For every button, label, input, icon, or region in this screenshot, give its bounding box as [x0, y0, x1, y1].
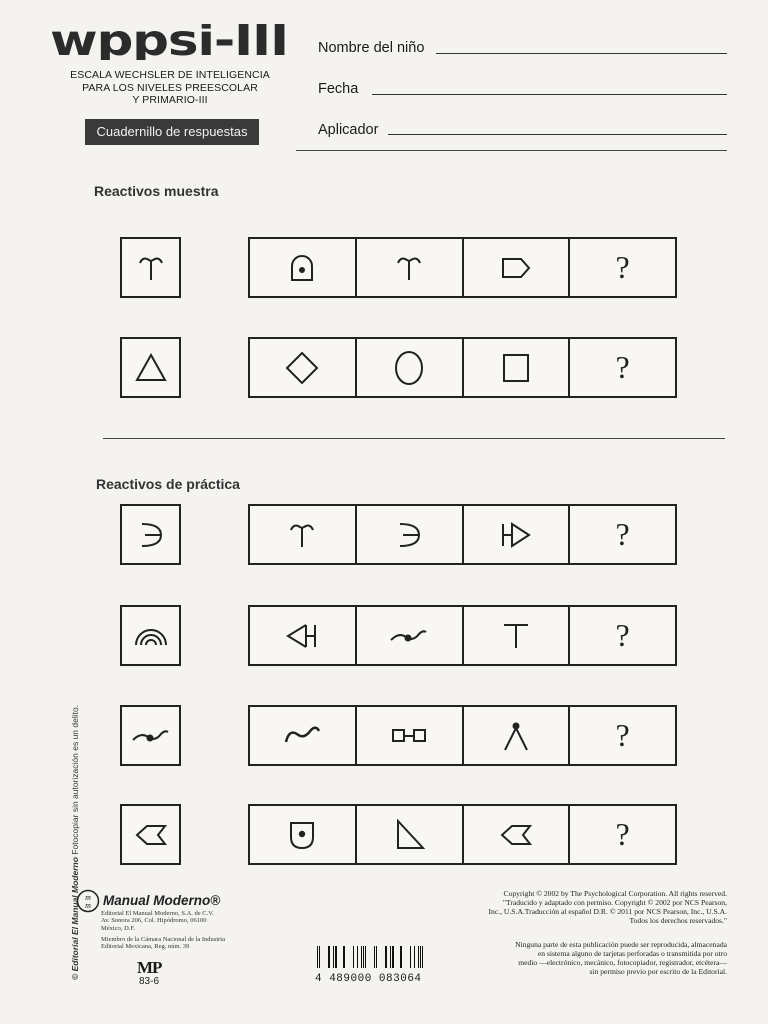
copyright-line: "Traducido y adaptado con permiso. Copyright © 2002 por NCS Pearson, — [502, 898, 727, 907]
answer-cell[interactable] — [568, 339, 675, 396]
examiner-label: Aplicador — [318, 122, 379, 138]
question-mark: ? — [615, 717, 630, 753]
barcode-bar — [414, 946, 415, 968]
barcode-number: 4 489000 083064 — [315, 973, 422, 985]
copyright-line: Copyright © 2002 by The Psychological Corporation. All rights reserved. — [503, 889, 727, 898]
target-box — [120, 705, 181, 766]
notice-line: Ninguna parte de esta publicación puede ser reproducida, almacenada — [515, 940, 727, 949]
choice-cell[interactable] — [250, 607, 355, 664]
barcode-bar — [335, 946, 337, 968]
choice-cell[interactable] — [462, 806, 569, 863]
choice-strip — [248, 337, 677, 398]
notice-line: en sistema alguno de tarjetas perforadas o transmitida por otro — [537, 949, 727, 958]
address-line: Editorial El Manual Moderno, S.A. de C.V. — [101, 910, 214, 917]
answer-cell[interactable] — [568, 806, 675, 863]
side-notice-text: Fotocopiar sin autorización es un delito. — [70, 704, 80, 855]
barcode-bar — [357, 946, 358, 968]
barcode-bar — [400, 946, 402, 968]
choice-strip — [248, 237, 677, 298]
publisher-name: Manual Moderno® — [103, 893, 221, 908]
choice-cell[interactable] — [250, 506, 355, 563]
barcode-bar — [410, 946, 411, 968]
square-symbol — [494, 346, 538, 390]
question-mark: ? — [615, 349, 630, 385]
date-label: Fecha — [318, 81, 359, 97]
shield-dot-symbol — [280, 813, 324, 857]
arch-symbol — [129, 614, 173, 658]
choice-cell[interactable] — [355, 806, 462, 863]
chamber-line: Editorial Mexicana, Reg. núm. 39 — [101, 943, 190, 951]
anchor-symbol — [387, 246, 431, 290]
reverse-e-symbol — [387, 513, 431, 557]
question-mark: ? — [615, 516, 630, 552]
barcode-bar — [319, 946, 320, 968]
answer-cell[interactable] — [568, 607, 675, 664]
notice-line: medio —electrónico, mecánico, fotocopiador, registrador, etcétera— — [518, 958, 727, 967]
answer-cell[interactable] — [568, 239, 675, 296]
barcode-bar — [361, 946, 362, 968]
dome-dot-symbol — [280, 246, 324, 290]
copyright-block — [470, 889, 727, 925]
svg-text:m: m — [85, 893, 91, 902]
barcode-bar — [328, 946, 330, 968]
choice-cell[interactable] — [355, 339, 462, 396]
target-box — [120, 504, 181, 565]
subtitle-line: PARA LOS NIVELES PREESCOLAR — [82, 81, 258, 94]
choice-cell[interactable] — [250, 239, 355, 296]
child-name-label: Nombre del niño — [318, 40, 425, 56]
choice-strip — [248, 804, 677, 865]
booklet-label: Cuadernillo de respuestas — [85, 119, 259, 145]
svg-text:m: m — [85, 901, 91, 910]
chevron-box-symbol — [129, 813, 173, 857]
dumbbell-symbol — [387, 714, 431, 758]
practice-title: Reactivos de práctica — [96, 476, 240, 492]
wppsi-logo — [50, 24, 290, 60]
child-name-field[interactable] — [436, 53, 727, 54]
pentagon-arrow-symbol — [494, 246, 538, 290]
s-curve-symbol — [280, 714, 324, 758]
barcode-bar — [333, 946, 334, 968]
t-bar-symbol — [494, 614, 538, 658]
lambda-dot-symbol — [494, 714, 538, 758]
triangle-symbol — [129, 346, 173, 390]
choice-cell[interactable] — [250, 339, 355, 396]
barcode-bar — [392, 946, 394, 968]
choice-cell[interactable] — [462, 339, 569, 396]
wave-dot-symbol — [387, 614, 431, 658]
target-box — [120, 605, 181, 666]
target-box — [120, 804, 181, 865]
answer-cell[interactable] — [568, 707, 675, 764]
choice-strip — [248, 705, 677, 766]
choice-cell[interactable] — [462, 707, 569, 764]
scale-subtitle — [60, 69, 280, 107]
oval-symbol — [387, 346, 431, 390]
bar-triangle-symbol — [494, 513, 538, 557]
logo-text: wppsi-III — [50, 24, 288, 60]
choice-cell[interactable] — [355, 506, 462, 563]
barcode-bar — [390, 946, 391, 968]
subtitle-line: Y PRIMARIO-III — [132, 94, 208, 106]
diamond-symbol — [280, 346, 324, 390]
side-notice — [70, 705, 80, 980]
barcode-bar — [374, 946, 375, 968]
date-field[interactable] — [372, 94, 727, 95]
examiner-field[interactable] — [388, 134, 727, 135]
choice-cell[interactable] — [250, 806, 355, 863]
chevron-box-symbol — [494, 813, 538, 857]
barcode — [315, 946, 433, 985]
publisher-address — [101, 910, 214, 932]
right-triangle-symbol — [387, 813, 431, 857]
address-line: Av. Sonora 206, Col. Hipódromo, 06100 — [101, 917, 207, 925]
target-box — [120, 237, 181, 298]
choice-strip — [248, 504, 677, 565]
choice-cell[interactable] — [355, 239, 462, 296]
barcode-bar — [317, 946, 318, 968]
copyright-line: Inc., U.S.A.Traducción al español D.R. © 2011 por NCS Pearson, Inc., U.S.A. — [488, 907, 727, 916]
section-divider — [103, 438, 725, 439]
notice-block — [470, 940, 727, 976]
reverse-e-symbol — [129, 513, 173, 557]
mp-mark: MP — [137, 958, 162, 977]
subtitle-line: ESCALA WECHSLER DE INTELIGENCIA — [70, 69, 270, 81]
choice-strip — [248, 605, 677, 666]
question-mark: ? — [615, 816, 630, 852]
choice-cell[interactable] — [462, 239, 569, 296]
barcode-bar — [420, 946, 421, 968]
left-arrow-bar-symbol — [280, 614, 324, 658]
barcode-bar — [418, 946, 419, 968]
question-mark: ? — [615, 249, 630, 285]
chamber-text — [101, 936, 225, 951]
question-mark: ? — [615, 617, 630, 653]
barcode-bar — [365, 946, 366, 968]
choice-cell[interactable] — [462, 506, 569, 563]
address-line: México, D.F. — [101, 924, 136, 932]
product-code: 83-6 — [139, 976, 160, 987]
answer-cell[interactable] — [568, 506, 675, 563]
choice-cell[interactable] — [250, 707, 355, 764]
side-notice-bold: © Editorial El Manual Moderno — [70, 857, 80, 980]
barcode-bar — [343, 946, 345, 968]
wave-dot-symbol — [129, 714, 173, 758]
notice-line: sin permiso previo por escrito de la Editorial. — [589, 967, 727, 976]
choice-cell[interactable] — [355, 707, 462, 764]
header-divider — [296, 150, 727, 151]
choice-cell[interactable] — [355, 607, 462, 664]
copyright-line: Todos los derechos reservados." — [629, 916, 727, 925]
barcode-bar — [385, 946, 387, 968]
publisher-logo — [76, 889, 100, 918]
barcode-bar — [363, 946, 364, 968]
target-box — [120, 337, 181, 398]
choice-cell[interactable] — [462, 607, 569, 664]
chamber-line: Miembro de la Cámara Nacional de la Industria — [101, 936, 225, 943]
samples-title: Reactivos muestra — [94, 183, 219, 199]
anchor-symbol — [280, 513, 324, 557]
anchor-symbol — [129, 246, 173, 290]
barcode-bar — [376, 946, 377, 968]
barcode-bar — [422, 946, 423, 968]
barcode-bar — [353, 946, 354, 968]
